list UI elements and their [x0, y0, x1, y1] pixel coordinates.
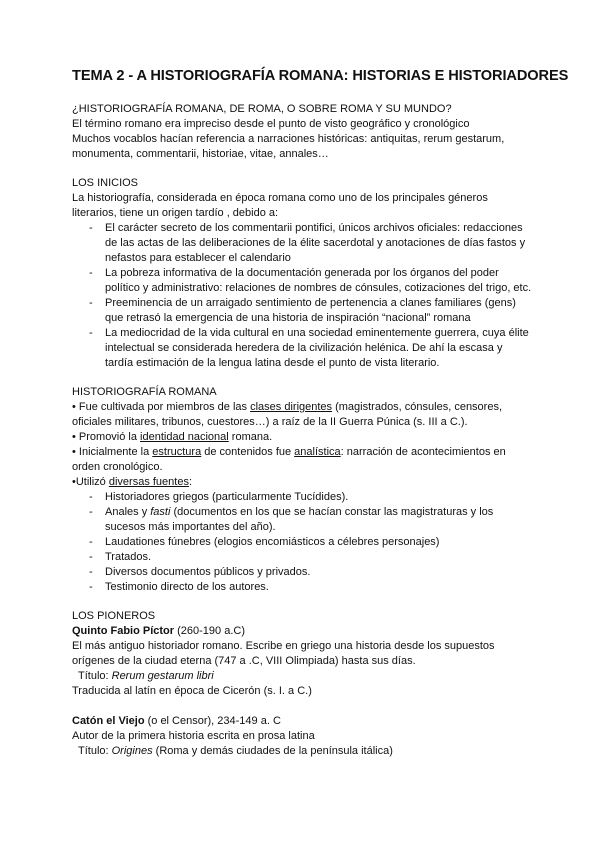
bullet-identidad-pre: • Promovió la — [72, 431, 141, 443]
fuente-item-2-post: (documentos en los que se hacían constar las magistraturas y los sucesos más importantes del año). — [105, 506, 494, 533]
fabio-name: Quinto Fabio Píctor — [72, 625, 175, 637]
fuente-item-2 — [72, 505, 532, 535]
bullet-identidad-underlined: identidad nacional — [140, 431, 229, 443]
bullet-identidad-post: romana. — [228, 431, 273, 443]
inicios-text: La historiografía, considerada en época romana como uno de los principales géneros literarios, tiene un origen tardío , debido a: — [72, 192, 488, 219]
inicios-item-3: - Preeminencia de un arraigado sentimiento de pertenencia a clanes familiares (gens) que retrasó la emergencia de una historia de inspiración “nacional” romana — [72, 296, 532, 326]
caton-header — [72, 714, 532, 729]
caton-titulo-post: (Roma y demás ciudades de la península itálica) — [152, 745, 393, 757]
bullet-clases-post: (magistrados, cónsules, censores, oficiales militares, tribunos, cuestores…) a raíz de la II Guerra Púnica (s. III a C.). — [72, 401, 503, 428]
caton-titulo: Origines — [111, 745, 153, 757]
fabio-titulo-label: Título: — [78, 670, 112, 682]
inicios-item-4: - La mediocridad de la vida cultural en una sociedad eminentemente guerrera, cuya élite intelectual se considerada heredera de la civilización helénica. De ahí la escasa y tardía estimación de la lengua latina desde el punto de vista literario. — [72, 326, 532, 371]
fabio-traduccion: Traducida al latín en época de Cicerón (s. I. a C.) — [72, 685, 312, 697]
fuente-item-2-pre: Anales y — [105, 506, 151, 518]
intro-heading: ¿HISTORIOGRAFÍA ROMANA, DE ROMA, O SOBRE ROMA Y SU MUNDO? — [72, 103, 452, 115]
historiografia-heading: HISTORIOGRAFÍA ROMANA — [72, 386, 217, 398]
historiografia-section — [72, 385, 532, 595]
caton-text: Autor de la primera historia escrita en prosa latina — [72, 730, 315, 742]
fuente-item-5: - Diversos documentos públicos y privados. — [72, 565, 532, 580]
bullet-estructura — [72, 445, 532, 475]
intro-section — [72, 102, 532, 162]
bullet-estructura-mid: de contenidos fue — [201, 446, 295, 458]
caton-titulo-line — [72, 744, 532, 759]
inicios-list — [72, 221, 532, 371]
fuente-item-2-italic: fasti — [150, 506, 171, 518]
fuente-item-1: - Historiadores griegos (particularmente Tucídides). — [72, 490, 532, 505]
intro-line-2: Muchos vocablos hacían referencia a narraciones históricas: antiquitas, rerum gestarum, monumenta, commentarii, historiae, vitae, annales… — [72, 133, 505, 160]
caton-titulo-label: Título: — [78, 745, 112, 757]
fabio-titulo: Rerum gestarum libri — [111, 670, 214, 682]
page-title: TEMA 2 - A HISTORIOGRAFÍA ROMANA: HISTORIAS E HISTORIADORES — [72, 68, 569, 84]
inicios-item-2: - La pobreza informativa de la documentación generada por los órganos del poder político y administrativo: relaciones de nombres de cónsules, cotizaciones del trigo, etc. — [72, 266, 532, 296]
fabio-header — [72, 624, 532, 639]
bullet-clases-underlined: clases dirigentes — [250, 401, 333, 413]
bullet-estructura-post: : narración de acontecimientos en orden cronológico. — [72, 446, 506, 473]
bullet-estructura-underlined: estructura — [152, 446, 202, 458]
bullet-fuentes-pre: •Utilizó — [72, 476, 109, 488]
fuente-item-4: - Tratados. — [72, 550, 532, 565]
bullet-fuentes-underlined: diversas fuentes — [108, 476, 189, 488]
inicios-heading: LOS INICIOS — [72, 177, 139, 189]
fuente-item-3: - Laudationes fúnebres (elogios encomiásticos a célebres personajes) — [72, 535, 532, 550]
fabio-dates: (260-190 a.C) — [174, 625, 245, 637]
fuente-item-6: - Testimonio directo de los autores. — [72, 580, 532, 595]
pioneros-heading: LOS PIONEROS — [72, 610, 156, 622]
bullet-estructura-pre: • Inicialmente la — [72, 446, 153, 458]
fuentes-list — [72, 490, 532, 595]
document-page — [72, 68, 569, 759]
bullet-identidad — [72, 430, 532, 445]
caton-name: Catón el Viejo — [72, 715, 145, 727]
pioneros-section — [72, 609, 532, 759]
bullet-clases — [72, 400, 532, 430]
bullet-fuentes-post: : — [188, 476, 193, 488]
inicios-section — [72, 176, 532, 371]
caton-dates: (o el Censor), 234-149 a. C — [144, 715, 281, 727]
bullet-clases-pre: • Fue cultivada por miembros de las — [72, 401, 251, 413]
fabio-titulo-line — [72, 669, 532, 684]
spacer — [72, 699, 532, 714]
intro-line-1: El término romano era impreciso desde el punto de visto geográfico y cronológico — [72, 118, 470, 130]
bullet-fuentes — [72, 475, 532, 490]
inicios-item-1: - El carácter secreto de los commentarii pontifici, únicos archivos oficiales: redacciones de las actas de las deliberaciones de la élite sacerdotal y anotaciones de días fastos y nefastos para establecer el calendario — [72, 221, 532, 266]
bullet-analistica-underlined: analística — [294, 446, 341, 458]
fabio-text: El más antiguo historiador romano. Escribe en griego una historia desde los supuestos orígenes de la ciudad eterna (747 a .C, VIII Olimpiada) hasta sus días. — [72, 640, 495, 667]
